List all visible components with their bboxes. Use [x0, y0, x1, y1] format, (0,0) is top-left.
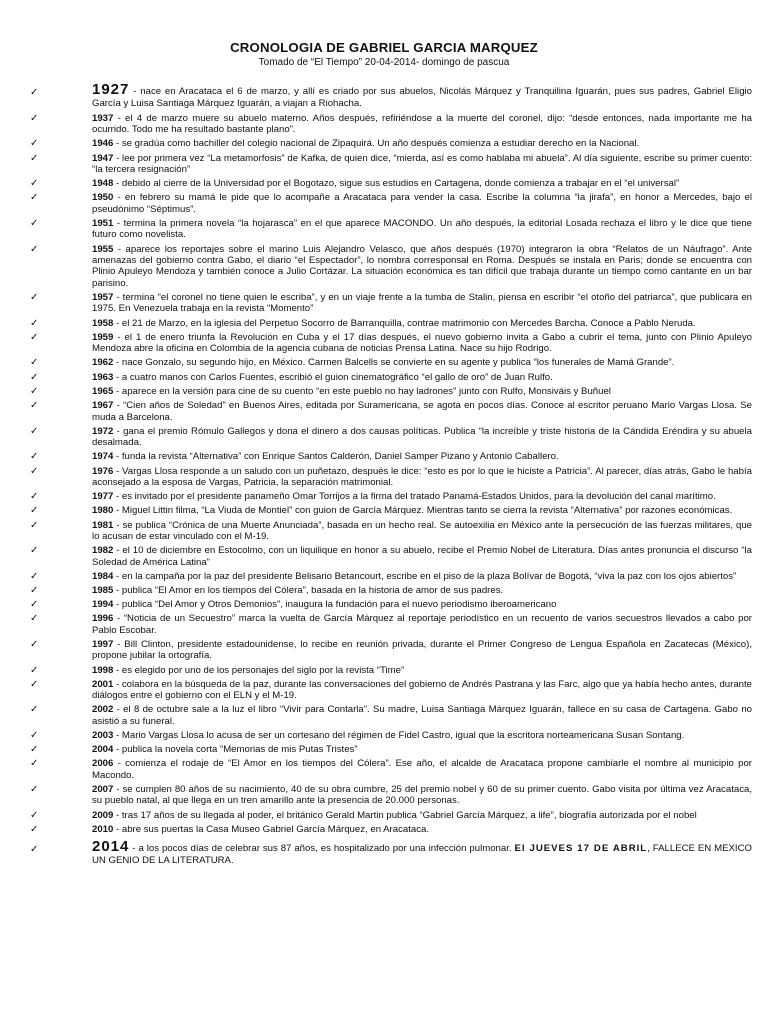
entry-year: 2003 [92, 730, 114, 741]
entry-text: - se publica “Crónica de una Muerte Anunciada”, basada en un hecho real. Se autoexilia en México ante la persecución de las fuerzas militares, que lo acusan de estar vinculado con el M-19. [92, 519, 752, 542]
entry-year: 2014 [92, 838, 130, 856]
entry-text: - termina la primera novela “la hojarasca” en el que aparece MACONDO. Un año después, la editorial Losada rechaza el libro y le dice que tiene futuro como novelista. [92, 218, 752, 241]
checkmark-icon: ✓ [30, 584, 39, 596]
entry-text: - nace Gonzalo, su segundo hijo, en México. Carmen Balcells se convierte en su agente y publica “los funerales de Mamá Grande”. [113, 357, 675, 369]
entry-year: 2006 [92, 758, 114, 770]
chronology-entry [30, 153, 752, 176]
checkmark-icon: ✓ [30, 371, 39, 383]
document-subtitle: Tomado de “El Tiempo” 20-04-2014- domingo de pascua [258, 57, 510, 68]
entry-text: - se gradúa como bachiller del colegio nacional de Zipaquirá. Un año después comienza a estudiar derecho en la Nacional. [113, 138, 640, 150]
entry-year: 1994 [92, 599, 114, 611]
entry-text: - el 8 de octubre sale a la luz el libro “Vivir para Contarla”. Su madre, Luisa Santiaga Márquez Iguarán, fallece en su casa de Cartagena. Gabo no asistió a su funeral. [92, 704, 752, 727]
entry-year: 1984 [92, 570, 114, 582]
chronology-entry [30, 665, 752, 676]
chronology-entry [30, 372, 752, 383]
chronology-entry [30, 138, 752, 149]
checkmark-icon: ✓ [30, 400, 39, 412]
entry-year: 1965 [92, 385, 114, 397]
entry-year: 1982 [92, 545, 114, 557]
entry-text: - Bill Clinton, presidente estadounidense, lo recibe en reunión privada, durante el Primer Congreso de Lengua Española en Zacatecas (México), propone jubilar la ortografía. [92, 638, 752, 662]
chronology-entry [30, 639, 752, 662]
checkmark-icon: ✓ [30, 844, 39, 856]
entry-text: - lee por primera vez “La metamorfosis” de Kafka, de quien dice, “mierda, así es como hablaba mi abuela”. Al día siguiente, escribe su primer cuento: “la tercera resignación” [92, 152, 752, 176]
chronology-entry [30, 810, 752, 821]
checkmark-icon: ✓ [30, 357, 39, 369]
entry-text: - a los pocos días de celebrar sus 87 años, es hospitalizado por una infección pulmonar. [129, 843, 515, 855]
checkmark-icon: ✓ [30, 638, 39, 650]
checkmark-icon: ✓ [30, 138, 39, 150]
entry-year: 1972 [92, 425, 114, 437]
checkmark-icon: ✓ [30, 425, 39, 437]
entry-year: 1937 [92, 112, 114, 124]
chronology-entry [30, 838, 752, 867]
entry-text: - es invitado por el presidente panameño Omar Torrijos a la firma del tratado Panamá-Estados Unidos, para la devolución del canal marítimo. [113, 491, 716, 503]
entry-year: 2002 [92, 704, 114, 716]
entry-year: 1955 [92, 243, 114, 255]
chronology-entry [30, 357, 752, 368]
chronology-entry [30, 192, 752, 215]
chronology-entry [30, 613, 752, 636]
checkmark-icon: ✓ [30, 317, 39, 329]
checkmark-icon: ✓ [30, 192, 39, 204]
chronology-entry [30, 520, 752, 543]
entry-year: 2004 [92, 744, 114, 756]
entry-text: - el 21 de Marzo, en la iglesia del Perpetuo Socorro de Barranquilla, contrae matrimonio con Mercedes Barcha. Conoce a Pablo Neruda. [113, 317, 696, 329]
entry-year: 1951 [92, 218, 114, 230]
checkmark-icon: ✓ [30, 112, 39, 124]
entry-year: 1963 [92, 371, 114, 383]
entry-text: - nace en Aracataca el 6 de marzo, y allí es criado por sus abuelos, Nicolás Márquez y Tranquilina Iguarán, pues sus padres, Gabriel Eligio García y Luisa Santiaga Márquez Iguarán, a viajan a Riohacha. [92, 86, 752, 109]
chronology-entry [30, 585, 752, 596]
entry-text: - publica “El Amor en los tiempos del Cólera”, basada en la historia de amor de sus padres. [113, 584, 504, 596]
chronology-entry [30, 451, 752, 462]
entry-year: 1927 [92, 81, 130, 98]
entry-text: - el 1 de enero triunfa la Revolución en Cuba y el 17 días después, el nuevo gobierno invita a Gabo a cubrir el tema, junto con Plinio Apuleyo Mendoza abre la oficina en Colombia de la agencia cubana de noticias Prensa Latina. Nace su hijo Rodrigo. [92, 331, 752, 355]
chronology-entry [30, 292, 752, 315]
entry-text: - es elegido por uno de los personajes del siglo por la revista “Time” [113, 664, 405, 676]
entry-year: 1974 [92, 451, 114, 463]
entry-text-tail: , FALLECE EN MEXICO UN GENIO DE LA LITERATURA. [92, 843, 752, 867]
entry-text: - “Cien años de Soledad” en Buenos Aires, editada por Suramericana, se agota en pocos días. Conoce al escritor peruano Mario Vargas Llosa. Se muda a Barcelona. [92, 400, 752, 423]
entry-emphasis: El JUEVES 17 DE ABRIL [514, 843, 648, 855]
checkmark-icon: ✓ [30, 465, 39, 477]
chronology-list [30, 81, 752, 870]
chronology-entry [30, 218, 752, 241]
chronology-entry [30, 491, 752, 502]
checkmark-icon: ✓ [30, 784, 39, 796]
checkmark-icon: ✓ [30, 385, 39, 397]
checkmark-icon: ✓ [30, 823, 39, 835]
entry-text: - tras 17 años de su llegada al poder, el británico Gerald Martin publica “Gabriel García Márquez, a life”, biografía autorizada por el nobel [113, 809, 697, 821]
entry-year: 1998 [92, 664, 114, 676]
checkmark-icon: ✓ [30, 730, 39, 741]
chronology-entry [30, 400, 752, 423]
chronology-entry [30, 332, 752, 355]
entry-text: - el 10 de diciembre en Estocolmo, con un liquilique en honor a su abuelo, recibe el Premio Nobel de Literatura. Días antes pronuncia el discurso “la Soledad de América Latina” [92, 545, 752, 568]
chronology-entry [30, 824, 752, 835]
checkmark-icon: ✓ [30, 744, 39, 756]
entry-text: - comienza el rodaje de “El Amor en los tiempos del Cólera”. Ese año, el alcalde de Aracataca propone cambiarle el nombre al municipio por Macondo. [92, 758, 752, 781]
entry-text: - funda la revista “Alternativa” con Enrique Santos Calderón, Daniel Samper Pizano y Antonio Caballero. [113, 451, 559, 463]
chronology-entry [30, 545, 752, 568]
entry-text: - en febrero su mamá le pide que lo acompañe a Aracataca para vender la casa. Escribe la columna “la jirafa”, en honor a Mercedes, bajo el pseudónimo “Séptimus”. [92, 192, 752, 215]
entry-text: - el 4 de marzo muere su abuelo materno. Años después, refiriéndose a la muerte del coronel, dijo: “desde entonces, nada importante me ha ocurrido. Todo me ha resultado bastante plano”. [92, 112, 752, 136]
entry-year: 1977 [92, 491, 114, 503]
checkmark-icon: ✓ [30, 292, 39, 304]
checkmark-icon: ✓ [30, 613, 39, 625]
entry-year: 1997 [92, 638, 114, 650]
chronology-entry [30, 784, 752, 807]
checkmark-icon: ✓ [30, 570, 39, 582]
chronology-entry [30, 244, 752, 290]
entry-text: - gana el premio Rómulo Gallegos y dona el dinero a dos causas políticas. Publica “la increíble y triste historia de la Cándida Eréndira y su abuela desalmada. [92, 425, 752, 449]
chronology-entry [30, 466, 752, 489]
checkmark-icon: ✓ [30, 491, 39, 503]
entry-year: 1962 [92, 357, 114, 369]
chronology-entry [30, 758, 752, 781]
entry-text: - debido al cierre de la Universidad por el Bogotazo, sigue sus estudios en Cartagena, donde comienza a trabajar en el “el universal” [113, 178, 680, 190]
chronology-entry [30, 599, 752, 610]
checkmark-icon: ✓ [30, 758, 39, 770]
entry-text: - “Noticia de un Secuestro” marca la vuelta de García Márquez al reportaje periodístico en un recuento de varios secuestros llevados a cabo por Pablo Escobar. [92, 613, 752, 636]
entry-text: - termina “el coronel no tiene quien le escriba”, y en un viaje frente a la tumba de Stalin, piensa en escribir “el otoño del patriarca”, que publicara en 1975. En Venezuela trabaja en la revista “Momento” [92, 292, 752, 315]
entry-text: - a cuatro manos con Carlos Fuentes, escribió el guion cinematográfico “el gallo de oro” de Juan Rulfo. [113, 371, 553, 383]
entry-year: 2001 [92, 678, 114, 690]
chronology-entry [30, 426, 752, 449]
chronology-entry [30, 81, 752, 110]
chronology-entry [30, 178, 752, 189]
entry-year: 2007 [92, 784, 114, 796]
checkmark-icon: ✓ [30, 243, 39, 255]
chronology-entry [30, 744, 752, 755]
entry-year: 2010 [92, 823, 114, 835]
entry-year: 1950 [92, 192, 114, 204]
checkmark-icon: ✓ [30, 87, 39, 98]
entry-year: 1959 [92, 331, 114, 343]
checkmark-icon: ✓ [30, 451, 39, 463]
entry-year: 1967 [92, 400, 114, 412]
entry-text: - publica “Del Amor y Otros Demonios”, inaugura la fundación para el nuevo periodismo iberoamericano [113, 599, 557, 611]
checkmark-icon: ✓ [30, 519, 39, 531]
entry-text: - aparece en la versión para cine de su cuento “en este pueblo no hay ladrones” junto con Rulfo, Monsiváis y Buñuel [113, 385, 611, 397]
entry-text: - publica la novela corta “Memorias de mis Putas Tristes” [113, 744, 358, 756]
chronology-entry [30, 113, 752, 136]
entry-year: 1985 [92, 584, 114, 596]
entry-year: 1996 [92, 613, 114, 625]
entry-year: 1957 [92, 292, 114, 304]
checkmark-icon: ✓ [30, 545, 39, 557]
entry-text: - se cumplen 80 años de su nacimiento, 40 de su obra cumbre, 25 del premio nobel y 60 de su primer cuento. Gabo visita por última vez Aracataca, su pueblo natal, al que llega en un tren amarillo ante la presencia de 20.000 personas. [92, 784, 752, 807]
entry-year: 2009 [92, 809, 114, 821]
entry-text: - abre sus puertas la Casa Museo Gabriel García Márquez, en Aracataca. [113, 823, 430, 835]
checkmark-icon: ✓ [30, 331, 39, 343]
document-title: CRONOLOGIA DE GABRIEL GARCIA MARQUEZ [230, 40, 538, 55]
entry-text: - Miguel Littin filma, “La Viuda de Montiel” con guion de García Márquez. Mientras tanto se cierra la revista “Alternativa” por razones económicas. [113, 505, 733, 517]
checkmark-icon: ✓ [30, 809, 39, 821]
entry-year: 1981 [92, 519, 114, 531]
chronology-entry [30, 571, 752, 582]
entry-text: - Vargas Llosa responde a un saludo con un puñetazo, después le dice: “esto es por lo que le hiciste a Patricia”. Al parecer, días atrás, Gabo le había aconsejado a la esposa de Vargas, Patricia, la separación matrimonial. [92, 465, 752, 488]
chronology-entry [30, 704, 752, 727]
chronology-entry [30, 318, 752, 329]
chronology-entry [30, 386, 752, 397]
entry-text: - colabora en la búsqueda de la paz, durante las conversaciones del gobierno de Andrés Pastrana y las Farc, algo que ya había hecho antes, durante diálogos entre el gobierno con el ELN y el M-19. [92, 678, 752, 702]
entry-year: 1946 [92, 138, 114, 150]
checkmark-icon: ✓ [30, 218, 39, 230]
entry-year: 1958 [92, 317, 114, 329]
entry-year: 1980 [92, 505, 114, 517]
entry-text: - aparece los reportajes sobre el marino Luis Alejandro Velasco, que años después (1970) integraron la obra “Relatos de un Náufrago”. Ante amenazas del gobierno contra Gabo, el diario “el Espectador”, lo nombra corresponsal en Roma. Después se instala en Paris; donde se encuentra con Plinio Apuleyo Mendoza y también conoce a Julio Cortázar. La situación económica es tan difícil que trabaja durante un tiempo como cantante en un bar parisino. [92, 243, 752, 289]
checkmark-icon: ✓ [30, 664, 39, 676]
checkmark-icon: ✓ [30, 704, 39, 716]
chronology-entry [30, 679, 752, 702]
entry-text: - Mario Vargas Llosa lo acusa de ser un cortesano del régimen de Fidel Castro, igual que la escritora norteamericana Susan Sontang. [113, 730, 685, 741]
entry-year: 1976 [92, 465, 114, 477]
entry-year: 1948 [92, 178, 114, 190]
chronology-entry [30, 730, 752, 741]
entry-text: - en la campaña por la paz del presidente Belisario Betancourt, escribe en el piso de la plaza Bolívar de Bogotá, “viva la paz con los ojos abiertos” [113, 570, 737, 582]
checkmark-icon: ✓ [30, 505, 39, 517]
checkmark-icon: ✓ [30, 152, 39, 164]
chronology-entry [30, 505, 752, 516]
checkmark-icon: ✓ [30, 178, 39, 190]
entry-year: 1947 [92, 152, 114, 164]
checkmark-icon: ✓ [30, 599, 39, 611]
checkmark-icon: ✓ [30, 678, 39, 690]
